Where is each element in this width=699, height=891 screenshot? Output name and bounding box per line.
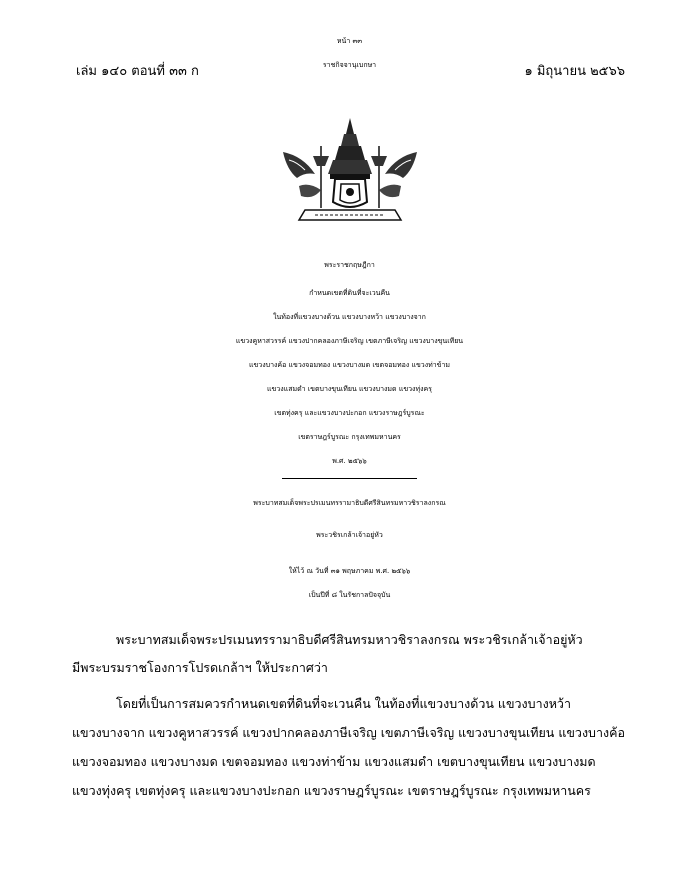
paragraph-line: พระบาทสมเด็จพระปรเมนทรรามาธิบดีศรีสินทรมหาวชิราลงกรณ พระวชิรเกล้าเจ้าอยู่หัว xyxy=(116,632,583,647)
decree-subtitle-line: เขตทุ่งครุ และแขวงบางปะกอก แขวงราษฎร์บูรณะ xyxy=(274,409,425,417)
reign-year: เป็นปีที่ ๘ ในรัชกาลปัจจุบัน xyxy=(308,591,391,599)
gazette-date: ๑ มิถุนายน ๒๕๖๖ xyxy=(524,64,625,79)
page-number: หน้า ๓๓ xyxy=(336,37,363,45)
decree-subtitle-line: ในท้องที่แขวงบางด้วน แขวงบางหว้า แขวงบางจาก xyxy=(273,313,426,321)
gazette-name: ราชกิจจานุเบกษา xyxy=(322,61,377,69)
decree-subtitle-line: แขวงบางค้อ แขวงจอมทอง แขวงบางมด เขตจอมทอง แขวงท่าข้าม xyxy=(248,361,451,369)
decree-title: พระราชกฤษฎีกา xyxy=(324,261,375,269)
king-name-line-1: พระบาทสมเด็จพระปรเมนทรรามาธิบดีศรีสินทรมหาวชิราลงกรณ xyxy=(253,499,446,507)
paragraph-line: มีพระบรมราชโองการโปรดเกล้าฯ ให้ประกาศว่า xyxy=(72,660,328,675)
decree-subtitle-line: กำหนดเขตที่ดินที่จะเวนคืน xyxy=(309,289,390,297)
royal-emblem-icon xyxy=(275,116,425,228)
decree-subtitle-line: แขวงแสมดำ เขตบางขุนเทียน แขวงบางมด แขวงทุ่งครุ xyxy=(267,385,432,393)
given-date: ให้ไว้ ณ วันที่ ๓๑ พฤษภาคม พ.ศ. ๒๕๖๖ xyxy=(288,567,411,575)
decree-subtitle-line: แขวงคูหาสวรรค์ แขวงปากคลองภาษีเจริญ เขตภาษีเจริญ แขวงบางขุนเทียน xyxy=(235,337,464,345)
king-name-line-2: พระวชิรเกล้าเจ้าอยู่หัว xyxy=(316,531,383,539)
decree-subtitle-line: เขตราษฎร์บูรณะ กรุงเทพมหานคร xyxy=(298,433,401,441)
decree-year: พ.ศ. ๒๕๖๖ xyxy=(332,457,367,465)
paragraph-line: แขวงทุ่งครุ เขตทุ่งครุ และแขวงบางปะกอก แขวงราษฎร์บูรณะ เขตราษฎร์บูรณะ กรุงเทพมหานคร xyxy=(72,783,591,798)
paragraph-line: แขวงจอมทอง แขวงบางมด เขตจอมทอง แขวงท่าข้าม แขวงแสมดำ เขตบางขุนเทียน แขวงบางมด xyxy=(72,754,596,769)
gazette-volume: เล่ม ๑๔๐ ตอนที่ ๓๓ ก xyxy=(76,64,199,79)
paragraph-line: แขวงบางจาก แขวงคูหาสวรรค์ แขวงปากคลองภาษีเจริญ เขตภาษีเจริญ แขวงบางขุนเทียน แขวงบางค้อ xyxy=(72,725,625,740)
paragraph-line: โดยที่เป็นการสมควรกำหนดเขตที่ดินที่จะเวนคืน ในท้องที่แขวงบางด้วน แขวงบางหว้า xyxy=(116,696,571,711)
divider xyxy=(282,478,417,479)
